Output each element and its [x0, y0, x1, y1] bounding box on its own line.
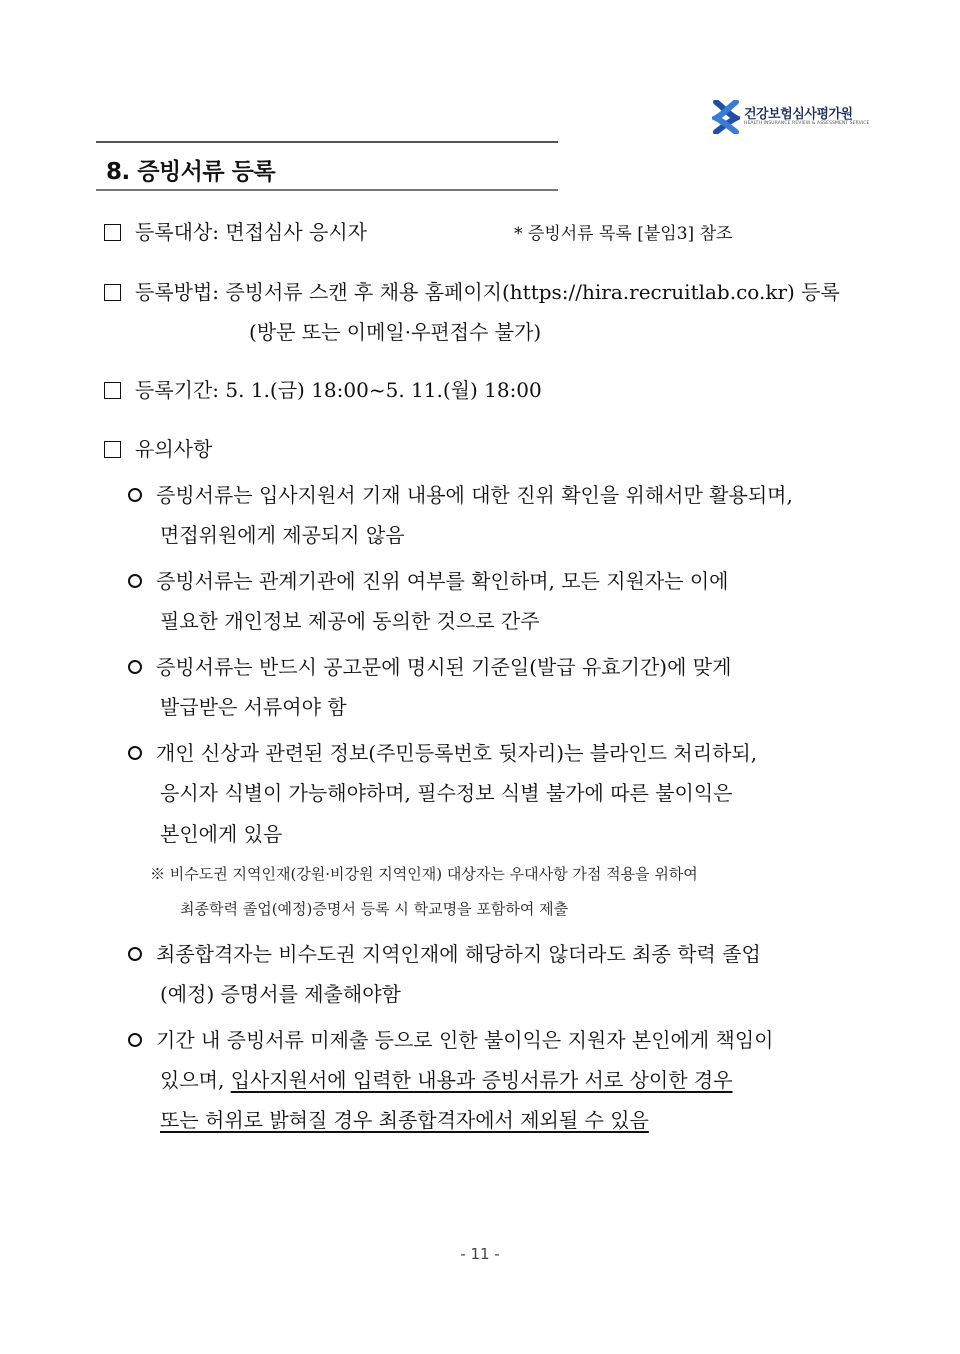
target-label: 등록대상:	[135, 220, 220, 244]
method-label: 등록방법:	[135, 280, 220, 304]
item-method	[104, 276, 840, 305]
circle-bullet-icon	[128, 660, 142, 674]
section-title-text: 8. 증빙서류 등록	[106, 159, 276, 185]
circle-bullet-icon	[128, 947, 142, 961]
note-text: 증빙서류는 입사지원서 기재 내용에 대한 진위 확인을 위해서만 활용되며,	[156, 483, 793, 507]
note-text: 최종합격자는 비수도권 지역인재에 해당하지 않더라도 최종 학력 졸업	[156, 942, 761, 966]
method-note: (방문 또는 이메일·우편접수 불가)	[249, 320, 542, 344]
note-text: 증빙서류는 관계기관에 진위 여부를 확인하며, 모든 지원자는 이에	[156, 569, 729, 593]
note-1-cont: 면접위원에게 제공되지 않음	[160, 523, 405, 547]
checkbox-square-icon	[104, 224, 121, 241]
logo-subtitle: HEALTH INSURANCE REVIEW & ASSESSMENT SERVICE	[744, 121, 870, 126]
underlined-warning-cont: 또는 허위로 밝혀질 경우 최종합격자에서 제외될 수 있음	[160, 1108, 649, 1132]
period-value: 5. 1.(금) 18:00~5. 11.(월) 18:00	[225, 378, 542, 402]
note-text: 기간 내 증빙서류 미제출 등으로 인한 불이익은 지원자 본인에게 책임이	[156, 1028, 774, 1052]
checkbox-square-icon	[104, 382, 121, 399]
underlined-warning: 입사지원서에 입력한 내용과 증빙서류가 서로 상이한 경우	[230, 1068, 733, 1092]
checkbox-square-icon	[104, 284, 121, 301]
note-5-cont: (예정) 증명서를 제출해야함	[160, 982, 401, 1006]
note-3-cont: 발급받은 서류여야 함	[160, 695, 347, 719]
circle-bullet-icon	[128, 1033, 142, 1047]
logo-name: 건강보험심사평가원	[744, 107, 853, 122]
sub-note: ※ 비수도권 지역인재(강원·비강원 지역인재) 대상자는 우대사항 가점 적용을 위하여	[150, 865, 698, 883]
period-label: 등록기간:	[135, 378, 220, 402]
item-notes	[104, 433, 212, 462]
organization-logo	[712, 100, 872, 134]
method-value: 증빙서류 스캔 후 채용 홈페이지(https://hira.recruitlab.co.kr) 등록	[225, 280, 840, 304]
notes-label: 유의사항	[135, 437, 213, 461]
note-4-cont: 본인에게 있음	[160, 822, 283, 846]
logo-mark-icon	[712, 100, 740, 134]
checkbox-square-icon	[104, 441, 121, 458]
note-6	[128, 1024, 774, 1053]
note-5	[128, 938, 761, 967]
note-3	[128, 651, 731, 680]
note-4	[128, 737, 757, 766]
section-title	[96, 141, 558, 191]
note-4-cont: 응시자 식별이 가능해야하며, 필수정보 식별 불가에 따른 불이익은	[160, 781, 733, 805]
note-text: 증빙서류는 반드시 공고문에 명시된 기준일(발급 유효기간)에 맞게	[156, 655, 732, 679]
circle-bullet-icon	[128, 746, 142, 760]
note-2	[128, 565, 729, 594]
circle-bullet-icon	[128, 574, 142, 588]
sub-note-cont: 최종학력 졸업(예정)증명서 등록 시 학교명을 포함하여 제출	[180, 900, 569, 918]
page-number: - 11 -	[460, 1245, 500, 1263]
note-6-cont	[160, 1064, 733, 1093]
circle-bullet-icon	[128, 488, 142, 502]
item-period	[104, 374, 542, 403]
note-2-cont: 필요한 개인정보 제공에 동의한 것으로 간주	[160, 609, 540, 633]
item-target	[104, 216, 367, 245]
note-text: 있으며,	[160, 1068, 225, 1092]
note-1	[128, 479, 793, 508]
target-note: * 증빙서류 목록 [붙임3] 참조	[514, 224, 733, 244]
target-value: 면접심사 응시자	[225, 220, 367, 244]
note-text: 개인 신상과 관련된 정보(주민등록번호 뒷자리)는 블라인드 처리하되,	[156, 741, 758, 765]
